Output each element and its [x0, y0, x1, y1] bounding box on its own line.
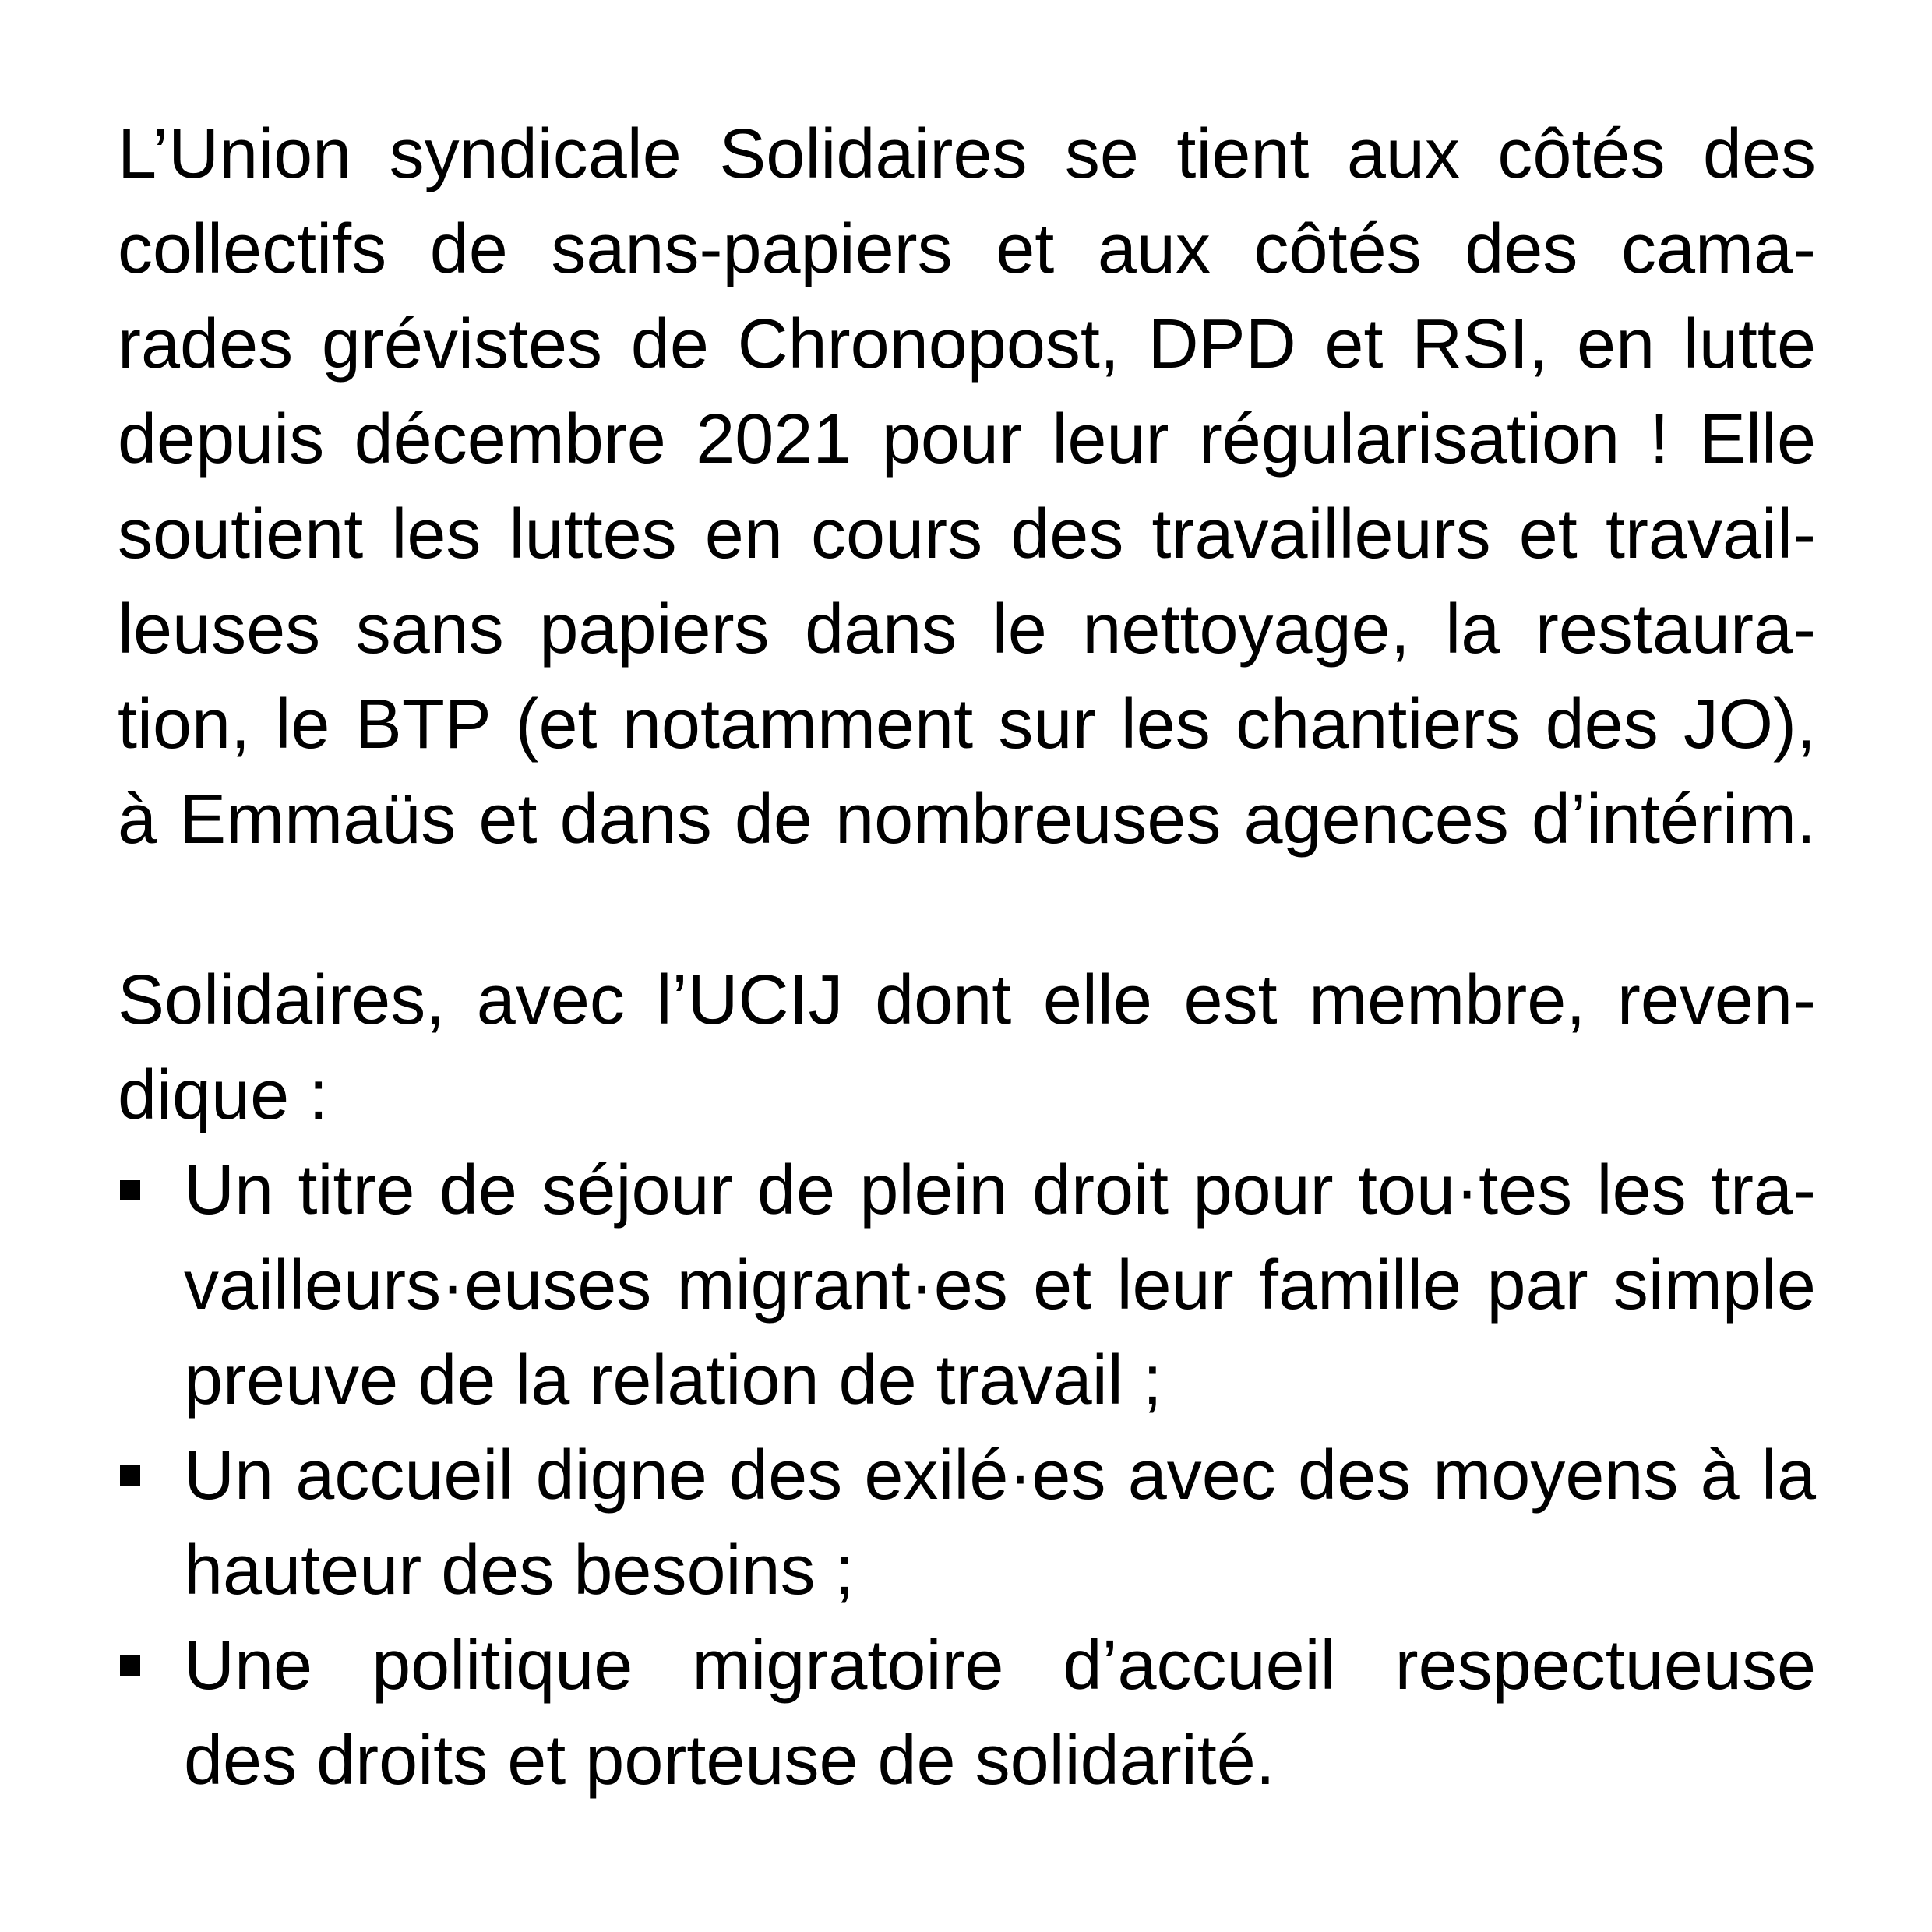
text-line: [118, 953, 1816, 1048]
text-line-content: à Emmaüs et dans de nombreuses agences d’intérim.: [118, 781, 1816, 858]
text-line: [118, 487, 1816, 582]
text-line: [118, 392, 1816, 487]
bullet-square-icon: [120, 1465, 140, 1486]
text-line-content: collectifs de sans-papiers et aux côtés des cama-: [118, 210, 1816, 288]
text-line-content: L’Union syndicale Solidaires se tient aux côtés des: [118, 115, 1816, 193]
text-line: [118, 107, 1816, 202]
bullet-item-line: [118, 1238, 1816, 1333]
text-line-content: leuses sans papiers dans le nettoyage, la restaura-: [118, 591, 1816, 668]
text-line-content: Une politique migratoire d’accueil respectueuse: [184, 1627, 1816, 1705]
bullet-square-icon: [120, 1655, 140, 1676]
text-line-content: Un accueil digne des exilé·es avec des moyens à la: [184, 1437, 1816, 1514]
text-line-content: rades grévistes de Chronopost, DPD et RSI, en lutte: [118, 305, 1816, 383]
text-line-content: Un titre de séjour de plein droit pour tou·tes les tra-: [184, 1151, 1816, 1229]
bullet-square-icon: [120, 1180, 140, 1200]
bullet-item-line: [118, 1618, 1816, 1713]
text-line: [118, 772, 1816, 867]
text-line-content: des droits et porteuse de solidarité.: [184, 1722, 1275, 1800]
text-line-content: vailleurs·euses migrant·es et leur famille par simple: [184, 1246, 1816, 1324]
bullet-item-line: [118, 1333, 1816, 1428]
bullet-item-line: [118, 1143, 1816, 1238]
text-line-content: dique :: [118, 1056, 329, 1134]
text-line: [118, 582, 1816, 677]
paragraph-demands: [118, 953, 1816, 1808]
bullet-item-line: [118, 1428, 1816, 1523]
paragraph-support: [118, 107, 1816, 867]
statement-text-block: [118, 107, 1816, 1808]
text-line-content: depuis décembre 2021 pour leur régularisation ! Elle: [118, 400, 1816, 478]
text-line-content: preuve de la relation de travail ;: [184, 1341, 1162, 1419]
text-line-content: Solidaires, avec l’UCIJ dont elle est membre, reven-: [118, 961, 1816, 1039]
text-line: [118, 1048, 1816, 1143]
text-line-content: tion, le BTP (et notamment sur les chantiers des JO),: [118, 686, 1816, 763]
text-line-content: hauteur des besoins ;: [184, 1532, 855, 1609]
bullet-item-line: [118, 1713, 1816, 1808]
text-line-content: soutient les luttes en cours des travailleurs et travail-: [118, 495, 1816, 573]
bullet-item-line: [118, 1523, 1816, 1618]
text-line: [118, 202, 1816, 297]
text-line: [118, 297, 1816, 392]
text-line: [118, 677, 1816, 772]
